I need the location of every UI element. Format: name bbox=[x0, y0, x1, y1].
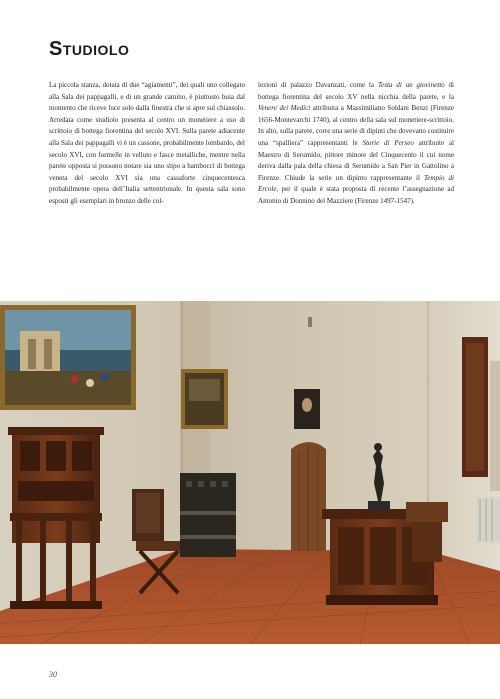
text-run: , per il quale è stata proposta di recente l’assegnazione ad Antonio di Donnino del Mazziere (Firenze 1497-1547). bbox=[258, 185, 454, 205]
text-run: di bottega fiorentina del secolo XV nella nicchia della parete, e la bbox=[258, 81, 455, 101]
page-title: Studiolo bbox=[49, 38, 130, 60]
text-column-right bbox=[258, 80, 454, 210]
text-run: lezioni di palazzo Davanzati, come la bbox=[258, 81, 378, 89]
text-run: attribuite al Maestro di Serumido, pittore minore del Cinquecento il cui nome deriva dalla pala della chiesa di Serumido a San Pier in Gattolino a Firenze. Chiude la serie un dipinto rappresentante il bbox=[258, 138, 454, 182]
room-photograph bbox=[0, 301, 500, 644]
artwork-title: Testa di un giovinetto bbox=[377, 81, 445, 89]
page-number: 30 bbox=[49, 670, 57, 679]
artwork-title: Storie di Perseo bbox=[362, 138, 414, 147]
text-run: attribuita a Massimiliano Soldani Benzi (Firenze 1656-Montevarchi 1740), al centro della sala sul monetiere-scrittoio. In alto, sulla parete, corre una serie di dipinti che dovevano costituire una “spalliera” rappresentanti le bbox=[258, 104, 454, 147]
artwork-title: Venere dei Medici bbox=[258, 104, 311, 113]
text-columns bbox=[49, 80, 454, 210]
artwork-title: Tempio di Ercole bbox=[258, 173, 454, 194]
text-column-left: La piccola stanza, dotata di due “agiamenti”, dei quali uno collegato alla Sala dei pappagalli, e di un grande camino, è piuttosto buia dal momento che riceve luce solo dalla finestra che si apre sul chiassolo. Arredata come studiolo presenta al centro un monetiere a uso di scrittoio di bottega fiorentina del secolo XVI. Sulla parete adiacente alla Sala dei pappagalli vi è un cassone, probabilmente lombardo, del secolo XVI, con formelle in velluto e fasce metalliche, mentre nella parete opposta si possono notare sia uno stipo a bambocci di bottega veneta del secolo XVI sia una cassaforte cinquecentesca probabilmente opera dell’Italia settentrionale. In questa sala sono esposti gli esemplari in bronzo delle col- bbox=[49, 81, 245, 205]
